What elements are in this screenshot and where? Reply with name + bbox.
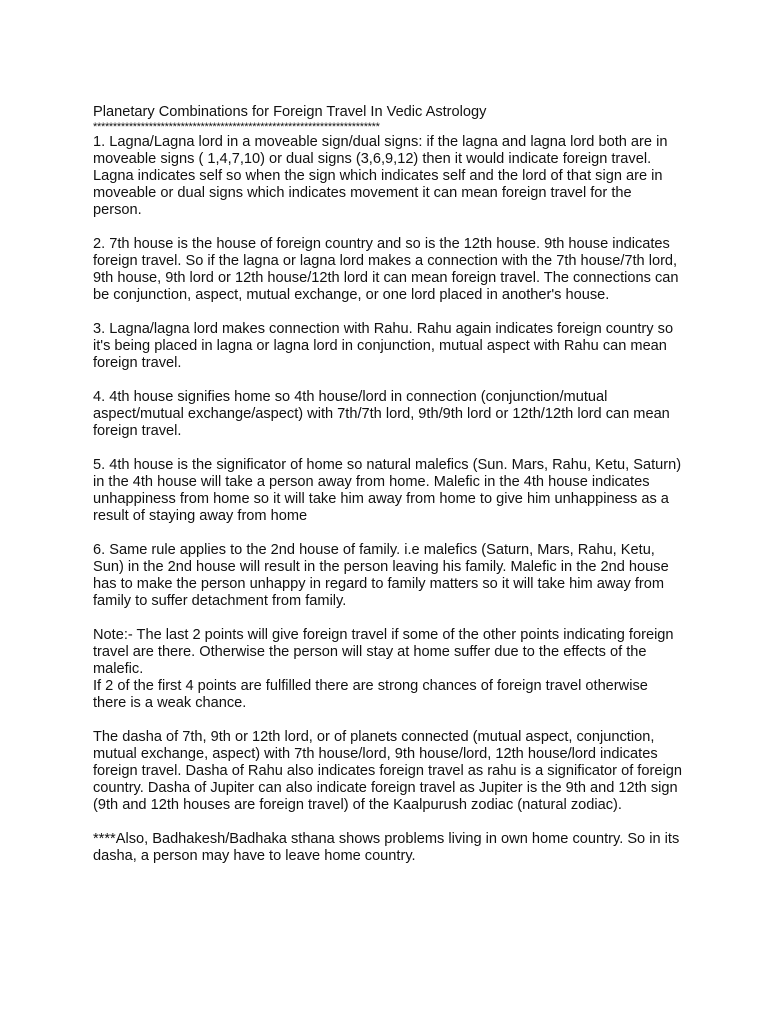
paragraph-dasha: The dasha of 7th, 9th or 12th lord, or of planets connected (mutual aspect, conjunction, mutual exchange, aspect) with 7th house/lord, 9th house/lord, 12th house/lord indicates foreign travel. Dasha of Rahu also indicates foreign travel as rahu is a significator of foreign country. Dasha of Jupiter can also indicate foreign travel as Jupiter is the 9th and 12th sign (9th and 12th houses are foreign travel) of the Kaalpurush zodiac (natural zodiac).	[93, 729, 682, 813]
paragraph-note: Note:- The last 2 points will give foreign travel if some of the other points indicating foreign travel are there. Otherwise the person will stay at home suffer due to the effects of the malefic.	[93, 627, 674, 677]
paragraph-condition: If 2 of the first 4 points are fulfilled there are strong chances of foreign travel otherwise there is a weak chance.	[93, 678, 648, 711]
paragraph-point-1: 1. Lagna/Lagna lord in a moveable sign/dual signs: if the lagna and lagna lord both are in moveable signs ( 1,4,7,10) or dual signs (3,6,9,12) then it would indicate foreign travel. Lagna indicates self so when the sign which indicates self and the lord of that sign are in moveable or dual signs which indicates movement it can mean foreign travel for the person.	[93, 134, 668, 218]
paragraph-point-4: 4. 4th house signifies home so 4th house/lord in connection (conjunction/mutual aspect/mutual exchange/aspect) with 7th/7th lord, 9th/9th lord or 12th/12th lord can mean foreign travel.	[93, 389, 670, 439]
paragraph-point-6: 6. Same rule applies to the 2nd house of family. i.e malefics (Saturn, Mars, Rahu, Ketu, Sun) in the 2nd house will result in the person leaving his family. Malefic in the 2nd house has to make the person unhappy in regard to family matters so it will take him away from family to suffer detachment from family.	[93, 542, 669, 609]
paragraph-point-2: 2. 7th house is the house of foreign country and so is the 12th house. 9th house indicates foreign travel. So if the lagna or lagna lord makes a connection with the 7th house/7th lord, 9th house, 9th lord or 12th house/12th lord it can mean foreign travel. The connections can be conjunction, aspect, mutual exchange, or one lord placed in another's house.	[93, 236, 679, 303]
paragraph-point-3: 3. Lagna/lagna lord makes connection with Rahu. Rahu again indicates foreign country so it's being placed in lagna or lagna lord in conjunction, mutual aspect with Rahu can mean foreign travel.	[93, 321, 674, 371]
paragraph-point-5: 5. 4th house is the significator of home so natural malefics (Sun. Mars, Rahu, Ketu, Saturn) in the 4th house will take a person away from home. Malefic in the 4th house indicates unhappiness from home so it will take him away from home to give him unhappiness as a result of staying away from home	[93, 457, 682, 524]
document-page	[93, 104, 683, 882]
document-title: Planetary Combinations for Foreign Travel In Vedic Astrology	[93, 104, 487, 120]
asterisk-divider: ************************************************************************	[93, 121, 380, 133]
paragraph-badhakesh: ****Also, Badhakesh/Badhaka sthana shows problems living in own home country. So in its dasha, a person may have to leave home country.	[93, 831, 680, 864]
